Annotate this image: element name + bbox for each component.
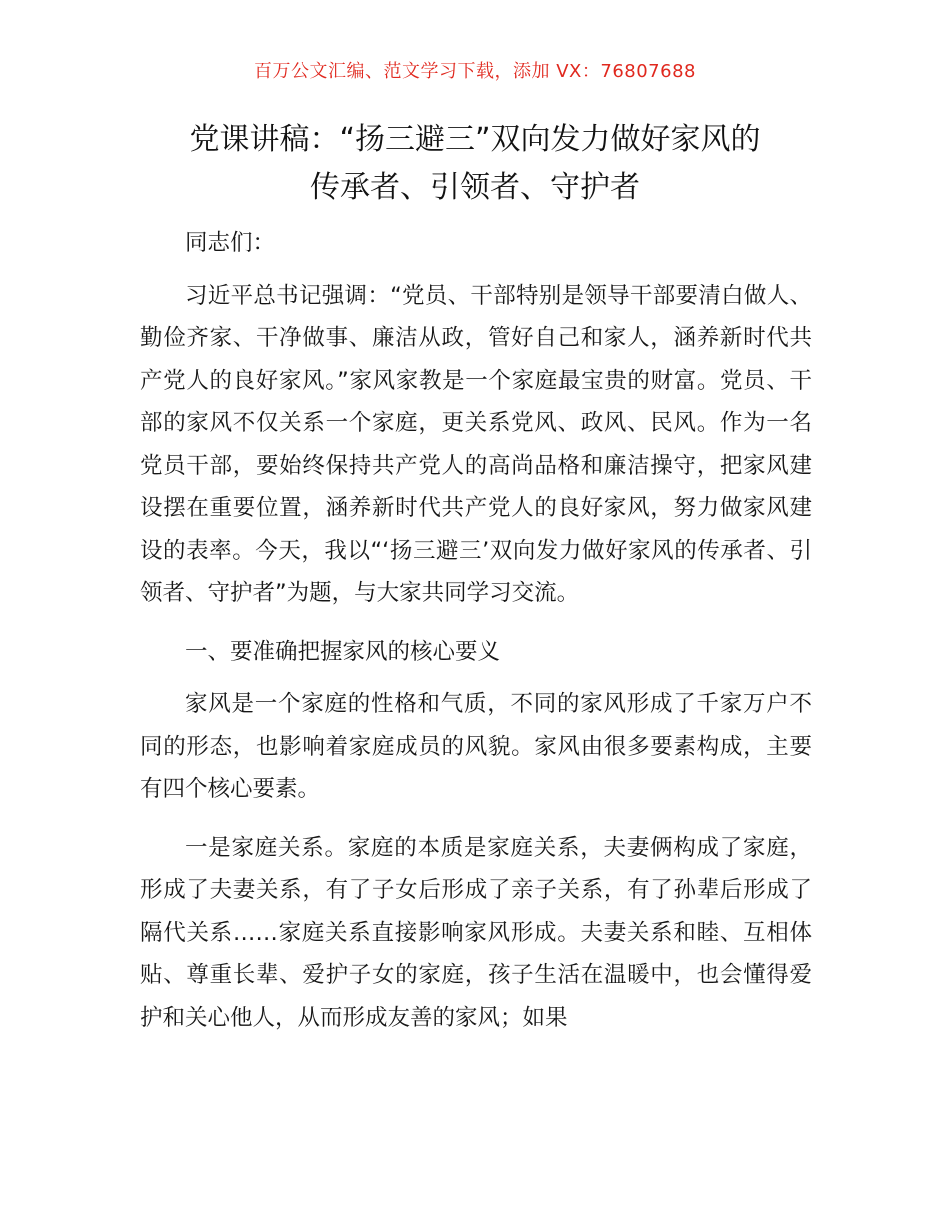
document-body — [140, 222, 812, 1055]
intro-paragraph: 习近平总书记强调：“党员、干部特别是领导干部要清白做人、勤俭齐家、干净做事、廉洁从政，管好自己和家人，涵养新时代共产党人的良好家风。”家风家教是一个家庭最宝贵的财富。党员、干部的家风不仅关系一个家庭，更关系党风、政风、民风。作为一名党员干部，要始终保持共产党人的高尚品格和廉洁操守，把家风建设摆在重要位置，涵养新时代共产党人的良好家风，努力做家风建设的表率。今天，我以“‘扬三避三’双向发力做好家风的传承者、引领者、守护者”为题，与大家共同学习交流。 — [140, 282, 812, 606]
title-line-2: 传承者、引领者、守护者 — [310, 170, 640, 205]
greeting: 同志们： — [185, 230, 276, 256]
title-line-1: 党课讲稿：“扬三避三”双向发力做好家风的 — [189, 122, 761, 157]
section-heading-1: 一、要准确把握家风的核心要义 — [185, 638, 501, 665]
document-title — [100, 116, 850, 212]
header-watermark-note: 百万公文汇编、范文学习下载，添加 VX：76807688 — [254, 61, 696, 82]
section1-paragraph-2: 一是家庭关系。家庭的本质是家庭关系，夫妻俩构成了家庭，形成了夫妻关系，有了子女后形成了亲子关系，有了孙辈后形成了隔代关系……家庭关系直接影响家风形成。夫妻关系和睦、互相体贴、尊重长辈、爱护子女的家庭，孩子生活在温暖中，也会懂得爱护和关心他人，从而形成友善的家风；如果 — [140, 834, 812, 1031]
section1-paragraph-1: 家风是一个家庭的性格和气质，不同的家风形成了千家万户不同的形态，也影响着家庭成员的风貌。家风由很多要素构成，主要有四个核心要素。 — [140, 691, 812, 802]
